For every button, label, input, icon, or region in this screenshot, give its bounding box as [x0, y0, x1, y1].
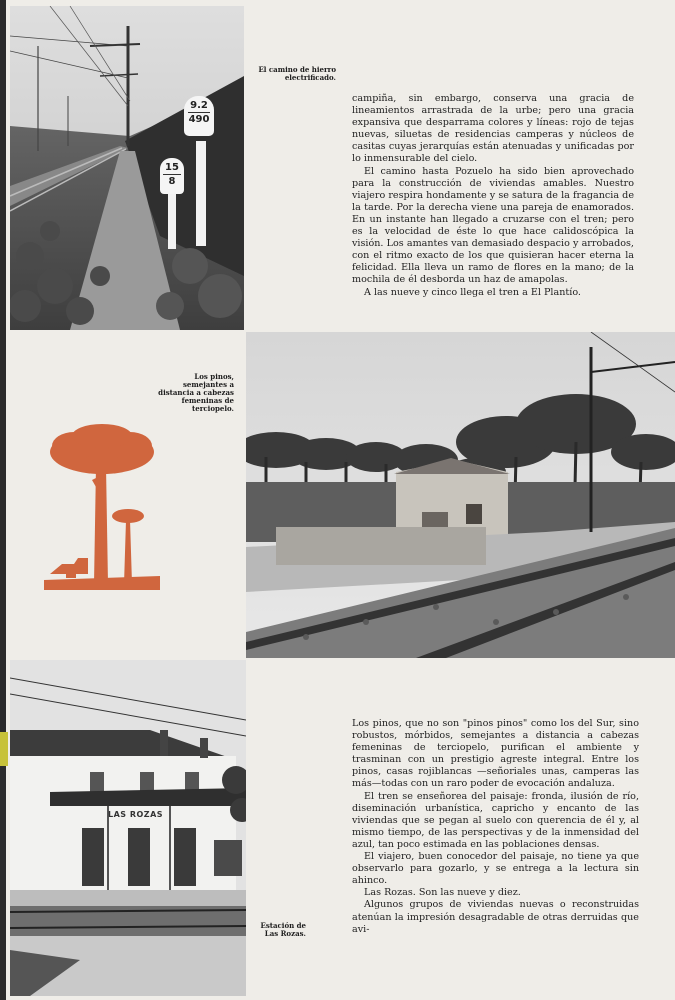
paragraph: Las Rozas. Son las nueve y diez.	[364, 887, 521, 899]
article-text-bottom	[352, 718, 639, 936]
paragraph: Algunos grupos de viviendas nuevas o reconstruidas atenúan la impresión desagradable de otras derruidas que avi-	[352, 899, 639, 935]
paragraph: El viajero, buen conocedor del paisaje, no tiene ya que observarlo para gozarlo, y se entrega a la lectura sin ahinco.	[352, 851, 639, 887]
paragraph: Los pinos, que no son "pinos pinos" como los del Sur, sino robustos, mórbidos, semejantes a distancia a cabezas femeninas de terciopelo, purifican el ambiente y trasminan con un prestigio agreste integral. Entre los pinos, casas rojiblancas —señoriales unas, camperas las más—todas con un raro poder de evocación andaluza.	[352, 718, 639, 790]
photo-station-house-pines	[246, 332, 675, 658]
km-post-short-bottom: 8	[168, 176, 176, 187]
page-spine-edge	[0, 0, 6, 1000]
photo-las-rozas-station	[10, 660, 246, 996]
paragraph: campiña, sin embargo, conserva una gracia de lineamientos arrastrada de la urbe; pero una gracia expansiva que desparrama colores y líneas: rojo de tejas nuevas, siluetas de residencias camperas y núcleos de casitas cuyas jerarquías están atenuadas y unificadas por lo inmensurable del cielo.	[352, 93, 634, 165]
station-name-sign: LAS ROZAS	[108, 810, 164, 819]
paragraph: El tren se enseñorea del paisaje: fronda, ilusión de río, diseminación urbanística, capricho y encanto de las viviendas que se pegan al suelo con querencia de él y, al mismo tiempo, de las perspectivas y de la inmensidad del azul, tan poco estimada en las poblaciones densas.	[352, 790, 639, 850]
article-text-top	[352, 93, 634, 299]
caption-electrified-railway: El camino de hierro electrificado.	[258, 65, 336, 82]
paragraph: El camino hasta Pozuelo ha sido bien aprovechado para la construcción de viviendas amables. Nuestro viajero respira hondamente y se satura de la fragancia de la tarde. Por la derecha viene una pareja de enamorados. En un instante han llegado a cruzarse con el tren; pero es la velocidad de éste lo que hace calidoscópica la visión. Los amantes van demasiado despacio y arrobados, con el ritmo exacto de los que quisieran hacer eterna la felicidad. Ella lleva un ramo de flores en la mano; de la mochila de él desborda un haz de amapolas.	[352, 165, 634, 286]
km-post-short-sign	[160, 158, 184, 194]
paragraph: A las nueve y cinco llega el tren a El Plantío.	[364, 286, 581, 298]
caption-las-rozas-station: Estación de Las Rozas.	[260, 921, 306, 938]
km-post-tall-sign	[184, 96, 214, 136]
km-post-short-top: 15	[163, 162, 181, 175]
pine-tree-illustration	[44, 424, 160, 590]
km-post-tall-top: 9.2	[188, 100, 210, 113]
photo-electrified-railway	[10, 6, 244, 330]
km-post-tall-bottom: 490	[188, 114, 210, 125]
binding-color-mark	[0, 732, 8, 766]
caption-pines: Los pinos, semejantes a distancia a cabezas femeninas de terciopelo.	[158, 372, 234, 413]
